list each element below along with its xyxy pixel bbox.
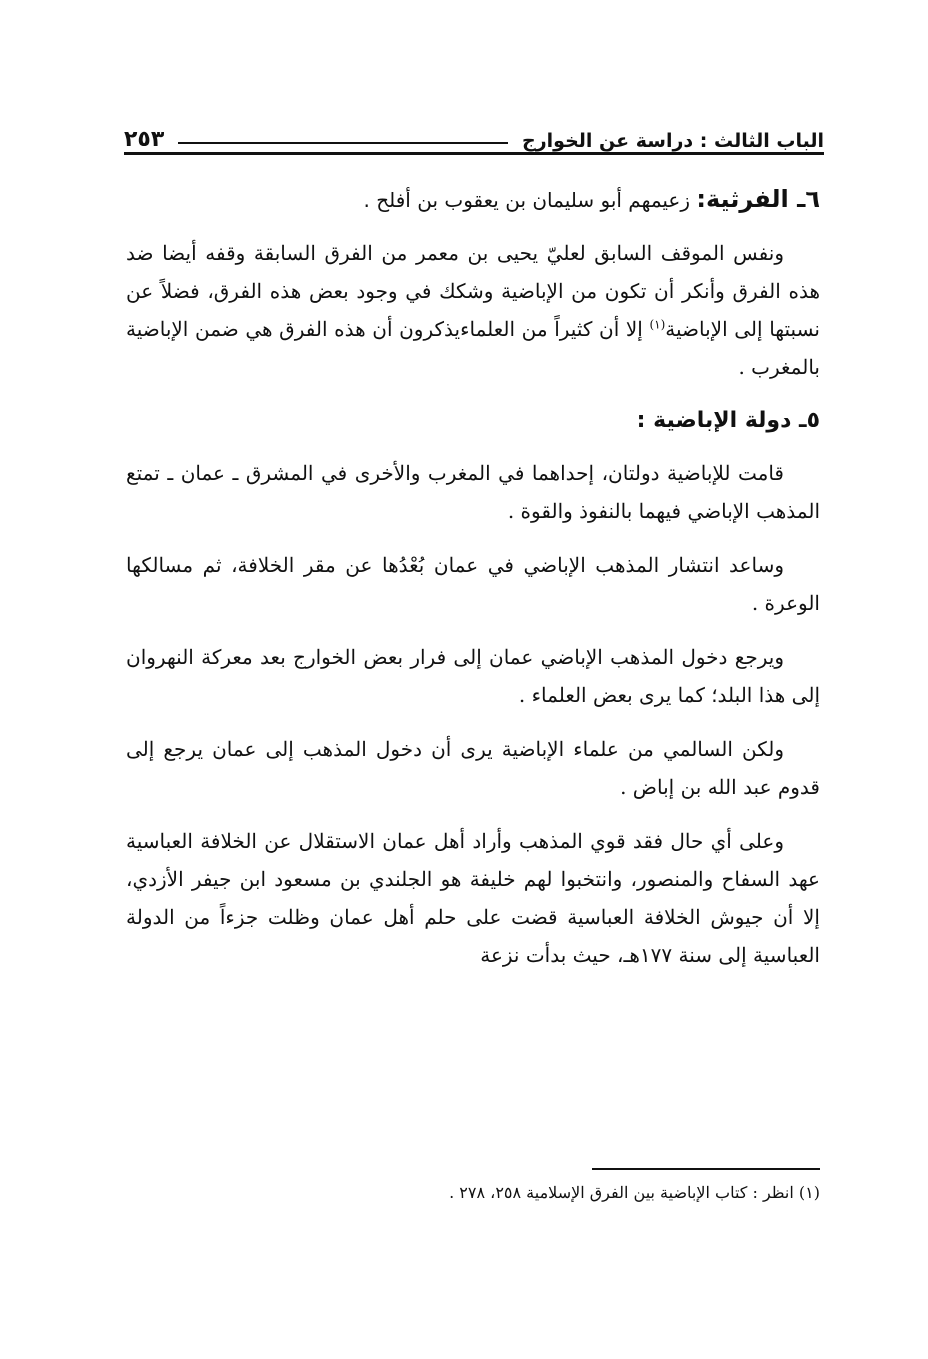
header-rule	[124, 152, 824, 155]
page-body	[126, 176, 820, 990]
section-heading-6-title: ٦ـ الفرثية:	[696, 185, 820, 213]
paragraph-1-part2: إلا أن كثيراً من العلماءيذكرون أن هذه الفرق هي ضمن الإباضية بالمغرب .	[126, 317, 820, 379]
page-header	[124, 112, 824, 152]
header-dash-line	[178, 142, 508, 144]
footnote: (١) انظر : كتاب الإباضية بين الفرق الإسلامية ٢٥٨، ٢٧٨ .	[449, 1183, 820, 1202]
paragraph-6: وعلى أي حال فقد قوي المذهب وأراد أهل عمان الاستقلال عن الخلافة العباسية عهد السفاح والمنصور، وانتخبوا لهم خليفة هو الجلندي بن مسعود ابن جيفر الأزدي، إلا أن جيوش الخلافة العباسية قضت على حلم أهل عمان وظلت جزءاً من الدولة العباسية إلى سنة ١٧٧هـ، حيث بدأت نزعة	[126, 829, 820, 967]
section-heading-6-text: زعيمهم أبو سليمان بن يعقوب بن أفلح .	[363, 188, 697, 212]
footnote-marker: (١)	[649, 317, 666, 332]
page-number: ٢٥٣	[124, 127, 165, 152]
paragraph-1-part1: ونفس الموقف السابق لعليّ يحيى بن معمر من الفرق السابقة وقفه أيضا ضد هذه الفرق وأنكر أن تكون من الإباضية وشكك في وجود بعض هذه الفرق، فضلاً عن نسبتها إلى الإباضية	[126, 241, 820, 341]
section-heading-6	[126, 180, 820, 220]
paragraph-1	[126, 234, 820, 386]
paragraph-4: ويرجع دخول المذهب الإباضي عمان إلى فرار بعض الخوارج بعد معركة النهروان إلى هذا البلد؛ كما يرى بعض العلماء .	[126, 645, 820, 707]
footnote-rule	[592, 1168, 820, 1170]
running-head: الباب الثالث : دراسة عن الخوارج	[522, 130, 824, 152]
section-heading-5: ٥ـ دولة الإباضية :	[636, 408, 820, 433]
paragraph-3: وساعد انتشار المذهب الإباضي في عمان بُعْدُها عن مقر الخلافة، ثم مسالكها الوعرة .	[126, 553, 820, 615]
paragraph-5: ولكن السالمي من علماء الإباضية يرى أن دخول المذهب إلى عمان يرجع إلى قدوم عبد الله بن إباض .	[126, 737, 820, 799]
paragraph-2: قامت للإباضية دولتان، إحداهما في المغرب والأخرى في المشرق ـ عمان ـ تمتع المذهب الإباضي فيهما بالنفوذ والقوة .	[126, 461, 820, 523]
